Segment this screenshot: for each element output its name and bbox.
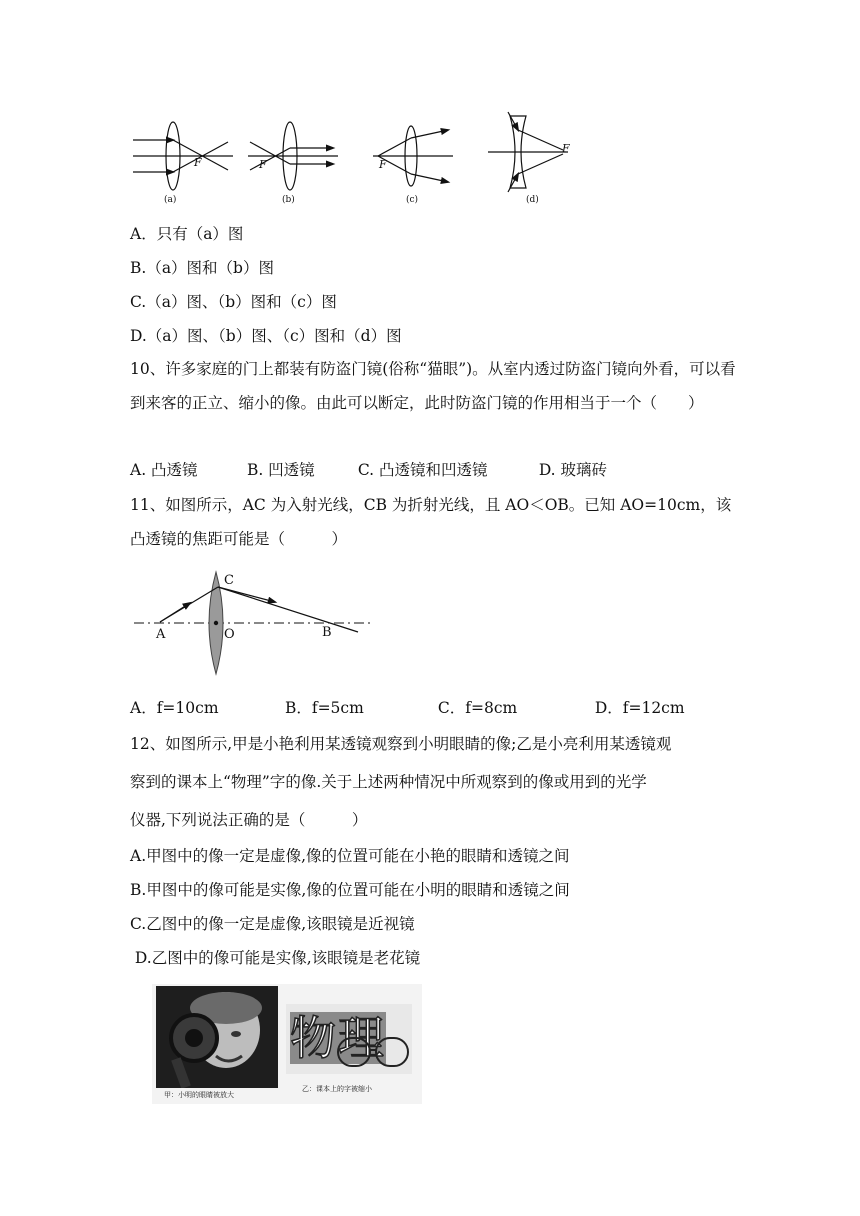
q12-stem-line3: 仪器,下列说法正确的是（ ） bbox=[130, 811, 368, 829]
q10-stem: 10、许多家庭的门上都装有防盗门镜(俗称“猫眼”)。从室内透过防盗门镜向外看，可以看到来客的正立、缩小的像。由此可以断定，此时防盗门镜的作用相当于一个（ ） bbox=[130, 360, 736, 412]
q11-option-a: A．f=10cm bbox=[130, 699, 219, 717]
figure-d bbox=[488, 112, 568, 192]
point-b-label: B bbox=[322, 625, 332, 640]
q9-option-a: A．只有（a）图 bbox=[130, 225, 244, 243]
q9-option-d: D.（a）图、（b）图、（c）图和（d）图 bbox=[130, 327, 402, 345]
q9-lens-figures bbox=[128, 108, 588, 208]
q10-option-c: C. 凸透镜和凹透镜 bbox=[357, 461, 488, 479]
q11-option-d: D．f=12cm bbox=[594, 699, 685, 717]
figure-a-focus: F bbox=[194, 156, 202, 169]
figure-d-focus: F bbox=[562, 142, 570, 155]
photo-text-glasses bbox=[286, 1004, 412, 1074]
glasses-icon bbox=[336, 1034, 412, 1070]
q12-option-c: C.乙图中的像一定是虚像,该眼镜是近视镜 bbox=[130, 915, 415, 933]
photo-child-magnifier bbox=[156, 986, 278, 1088]
figure-b-label: (b) bbox=[282, 195, 295, 205]
figure-d-label: (d) bbox=[526, 195, 539, 205]
q12-stem-line1: 12、如图所示,甲是小艳利用某透镜观察到小明眼睛的像;乙是小亮利用某透镜观 bbox=[130, 735, 672, 753]
q9-option-b: B.（a）图和（b）图 bbox=[130, 259, 274, 277]
caption-right: 乙：课本上的字被缩小 bbox=[302, 1085, 372, 1093]
q10-option-b: B. 凹透镜 bbox=[246, 461, 315, 479]
q10-option-a: A. 凸透镜 bbox=[130, 461, 198, 479]
figure-c bbox=[373, 126, 453, 186]
q12-stem-line2: 察到的课本上“物理”字的像.关于上述两种情况中所观察到的像或用到的光学 bbox=[130, 773, 647, 791]
q12-option-b: B.甲图中的像可能是实像,像的位置可能在小明的眼睛和透镜之间 bbox=[130, 881, 570, 899]
q9-option-c: C.（a）图、（b）图和（c）图 bbox=[130, 293, 337, 311]
figure-c-focus: F bbox=[379, 158, 387, 171]
q12-option-a: A.甲图中的像一定是虚像,像的位置可能在小艳的眼睛和透镜之间 bbox=[130, 847, 570, 865]
optical-center-dot bbox=[214, 621, 218, 625]
figure-c-label: (c) bbox=[406, 195, 419, 205]
q11-option-b: B．f=5cm bbox=[284, 699, 364, 717]
point-c-label: C bbox=[224, 573, 234, 588]
point-a-label: A bbox=[156, 627, 166, 642]
figure-b-focus: F bbox=[259, 158, 267, 171]
refracted-ray bbox=[218, 587, 358, 632]
q12-option-d: D.乙图中的像可能是实像,该眼镜是老花镜 bbox=[130, 949, 421, 967]
q10-option-d: D. 玻璃砖 bbox=[538, 461, 608, 479]
figure-a bbox=[133, 122, 233, 190]
photo-characters: 物理 bbox=[290, 1011, 386, 1065]
q11-diagram bbox=[130, 566, 375, 678]
q12-photo-panel bbox=[152, 984, 422, 1104]
figure-a-label: (a) bbox=[164, 195, 177, 205]
point-o-label: O bbox=[224, 627, 235, 642]
q11-option-c: C．f=8cm bbox=[437, 699, 518, 717]
figure-b bbox=[248, 122, 338, 190]
q10-options bbox=[130, 460, 607, 480]
caption-left: 甲：小明的眼睛被放大 bbox=[164, 1091, 234, 1099]
q11-options bbox=[130, 698, 685, 718]
q11-stem: 11、如图所示，AC 为入射光线，CB 为折射光线，且 AO＜OB。已知 AO=10cm，该凸透镜的焦距可能是（ ） bbox=[130, 496, 732, 548]
